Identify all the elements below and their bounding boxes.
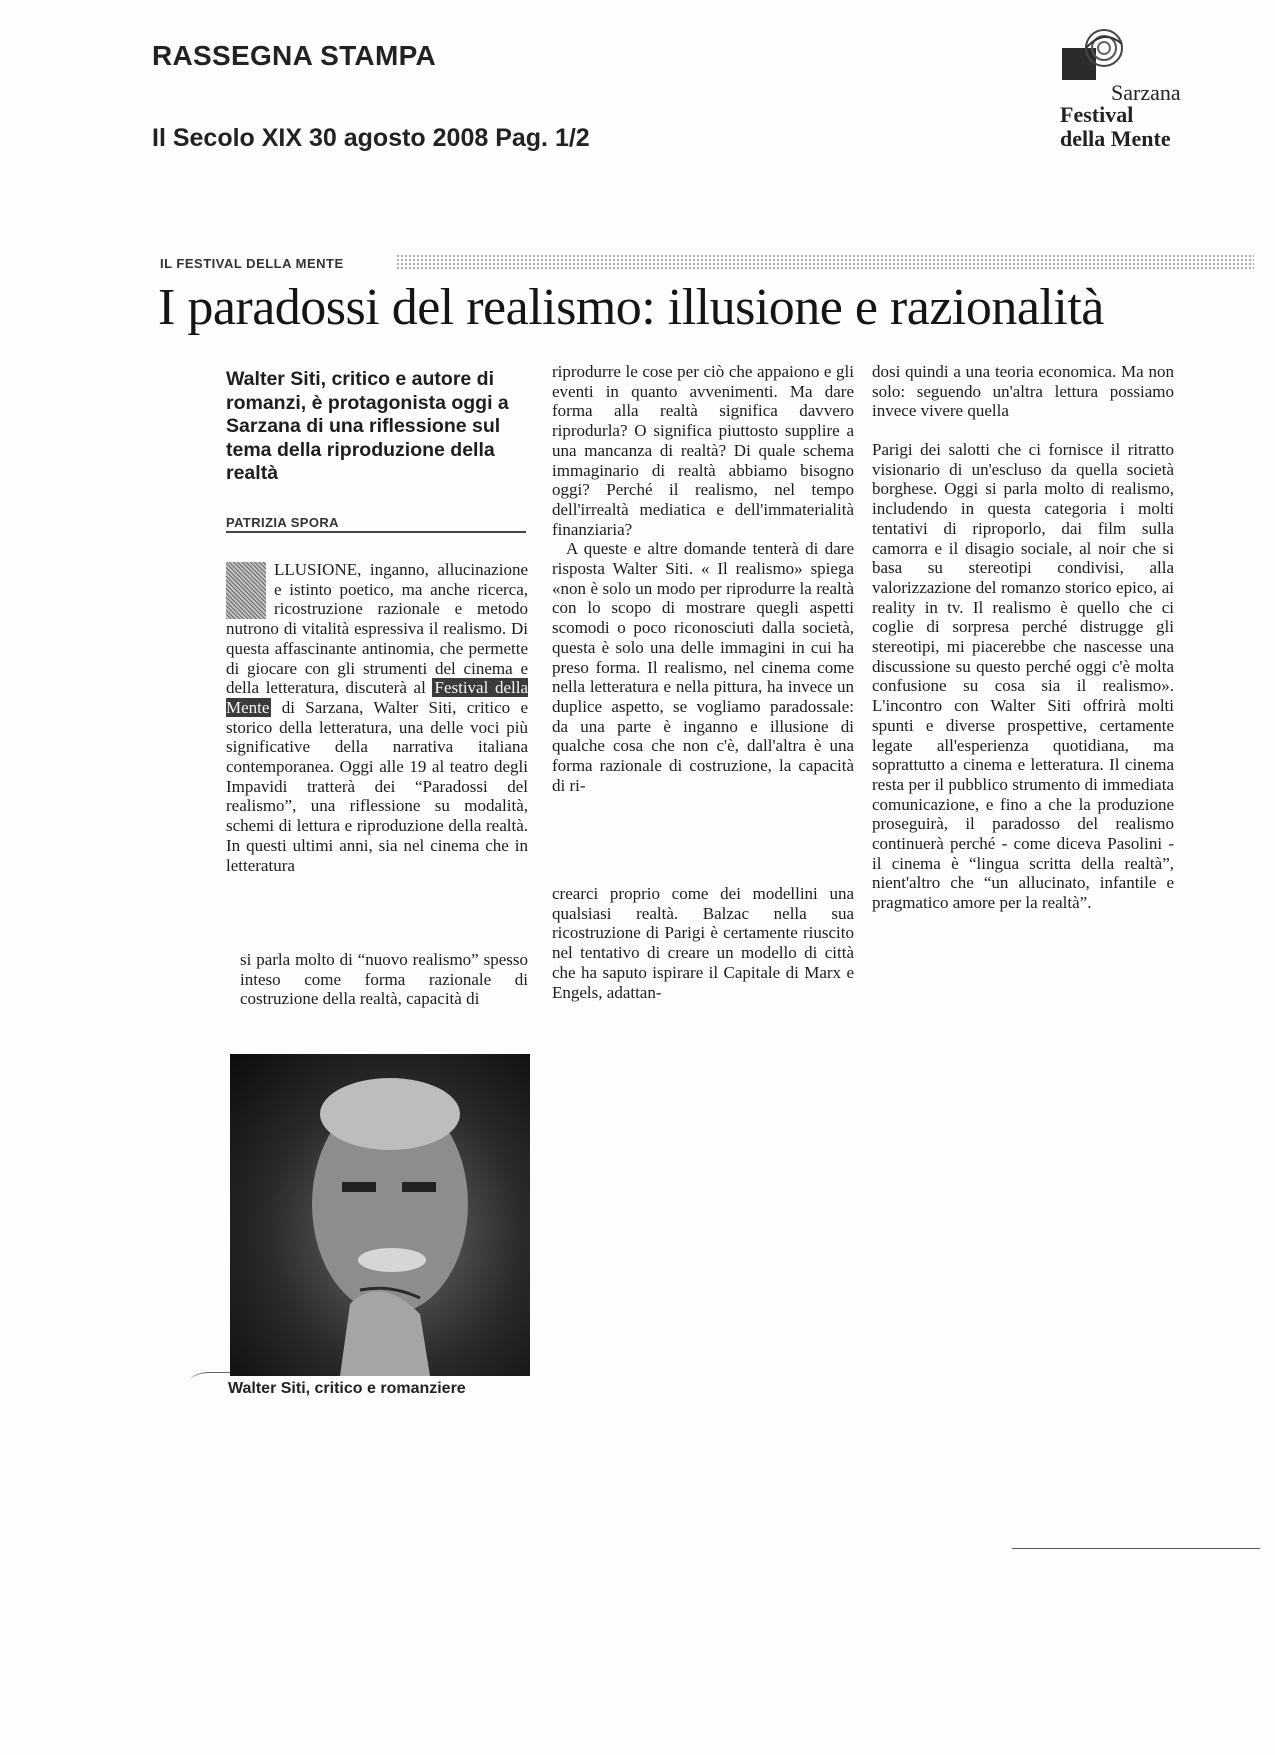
col1-text-b: di Sarzana, Walter Siti, critico e storico della letteratura, una delle voci più significative della narrativa italiana contemporanea. Oggi alle 19 al teatro degli Impavidi tratterà dei “Paradossi del realismo”, una riflessione su modalità, schemi di lettura e riproduzione della realtà. In questi ultimi anni, sia nel cinema che in letteratura (226, 697, 528, 875)
headline: I paradossi del realismo: illusione e razionalità (158, 279, 1104, 336)
article-column-1 (226, 560, 528, 875)
swirl-logo-icon (1060, 26, 1130, 82)
article-column-3-continued (872, 440, 1174, 913)
kicker-halftone-rule (396, 254, 1254, 270)
article-column-2-continued (552, 884, 854, 1002)
paragraph: dosi quindi a una teoria economica. Ma non solo: seguendo un'altra lettura possiamo invece vivere quella (872, 362, 1174, 421)
logo-line-della-mente: della Mente (1060, 126, 1171, 151)
article-column-3 (872, 362, 1174, 421)
col1-text-a: LLUSIONE, inganno, allucinazione e istinto poetico, ma anche ricerca, ricostruzione razionale e metodo nutrono di vitalità espressiva il realismo. Di questa affascinante antinomia, che permette di giocare con gli strumenti del cinema e della letteratura, discuterà al (226, 560, 528, 698)
paragraph: crearci proprio come dei modellini una qualsiasi realtà. Balzac nella sua ricostruzione di Parigi è certamente riuscito nel tentativo di creare un modello di città che ha saputo ispirare il Capitale di Marx e Engels, adattan- (552, 884, 854, 1002)
logo-line-sarzana: Sarzana (1111, 80, 1181, 105)
end-rule (1012, 1548, 1260, 1549)
byline-rule (226, 531, 526, 533)
paragraph: riprodurre le cose per ciò che appaiono e gli eventi in quanto avvenimenti. Ma dare forma alla realtà significa davvero riprodurla? O significa piuttosto supplire a una mancanza di realtà? Di quale schema immaginario di realtà abbiamo bisogno oggi? Perché il realismo, nel tempo dell'irrealtà mediatica e dell'immaterialità finanziaria? (552, 362, 854, 539)
paragraph: si parla molto di “nuovo realismo” spesso inteso come forma razionale di costruzione della realtà, capacità di (240, 950, 528, 1009)
byline: PATRIZIA SPORA (226, 515, 339, 530)
section-kicker: IL FESTIVAL DELLA MENTE (160, 256, 344, 271)
caption-swoosh (190, 1372, 230, 1391)
paragraph (226, 560, 528, 875)
paragraph: Parigi dei salotti che ci fornisce il ritratto visionario di un'escluso da quella società borghese. Oggi si parla molto di realismo, includendo in questa categoria i molti tentativi di riproporlo, dai film sulla camorra e il disagio sociale, al noir che si basa su stereotipi condivisi, alla valorizzazione del romanzo storico epico, ai reality in tv. Il realismo è quello che ci coglie di sorpresa perché distrugge gli stereotipi, mi piacerebbe che nascesse una discussione su questo perché oggi c'è molta confusione su cosa sia il realismo». L'incontro con Walter Siti offrirà molti spunti e diverse prospettive, certamente legate all'esperienza quotidiana, ma soprattutto a cinema e letteratura. Il cinema resta per il pubblico strumento di immediata comunicazione, e fino a che la produzione proseguirà, il paradosso del realismo continuerà perché - come diceva Pasolini - il cinema è “lingua scritta della realtà”, nient'altro che “un allucinato, infantile e pragmatico amore per la realtà”. (872, 440, 1174, 913)
festival-name-highlight: Festival della Mente (226, 678, 529, 717)
article-column-1-continued (240, 950, 528, 1009)
paragraph: A queste e altre domande tenterà di dare risposta Walter Siti. « Il realismo» spiega «non è solo un modo per riprodurre la realtà con lo scopo di mostrare quegli aspetti scomodi o poco riconosciuti dalla società, questa è solo una delle immagini in cui ha preso forma. Il realismo, nel cinema come nella letteratura e nella pittura, ha invece un duplice aspetto, se vogliamo paradossale: da una parte è inganno e illusione di qualche cosa che non c'è, dall'altra è una forma razionale di costruzione, la capacità di ri- (552, 539, 854, 795)
article-deck: Walter Siti, critico e autore di romanzi, è protagonista oggi a Sarzana di una riflessione sul tema della riproduzione della realtà (226, 368, 509, 484)
logo-line-festival: Festival (1060, 102, 1134, 127)
press-review-title: RASSEGNA STAMPA (152, 40, 436, 71)
author-photo (230, 1054, 530, 1376)
portrait-illustration (230, 1054, 530, 1376)
photo-caption: Walter Siti, critico e romanziere (228, 1380, 466, 1397)
festival-logo (1060, 26, 1220, 156)
drop-cap (226, 562, 266, 619)
source-line: Il Secolo XIX 30 agosto 2008 Pag. 1/2 (152, 124, 590, 152)
article-column-2 (552, 362, 854, 795)
